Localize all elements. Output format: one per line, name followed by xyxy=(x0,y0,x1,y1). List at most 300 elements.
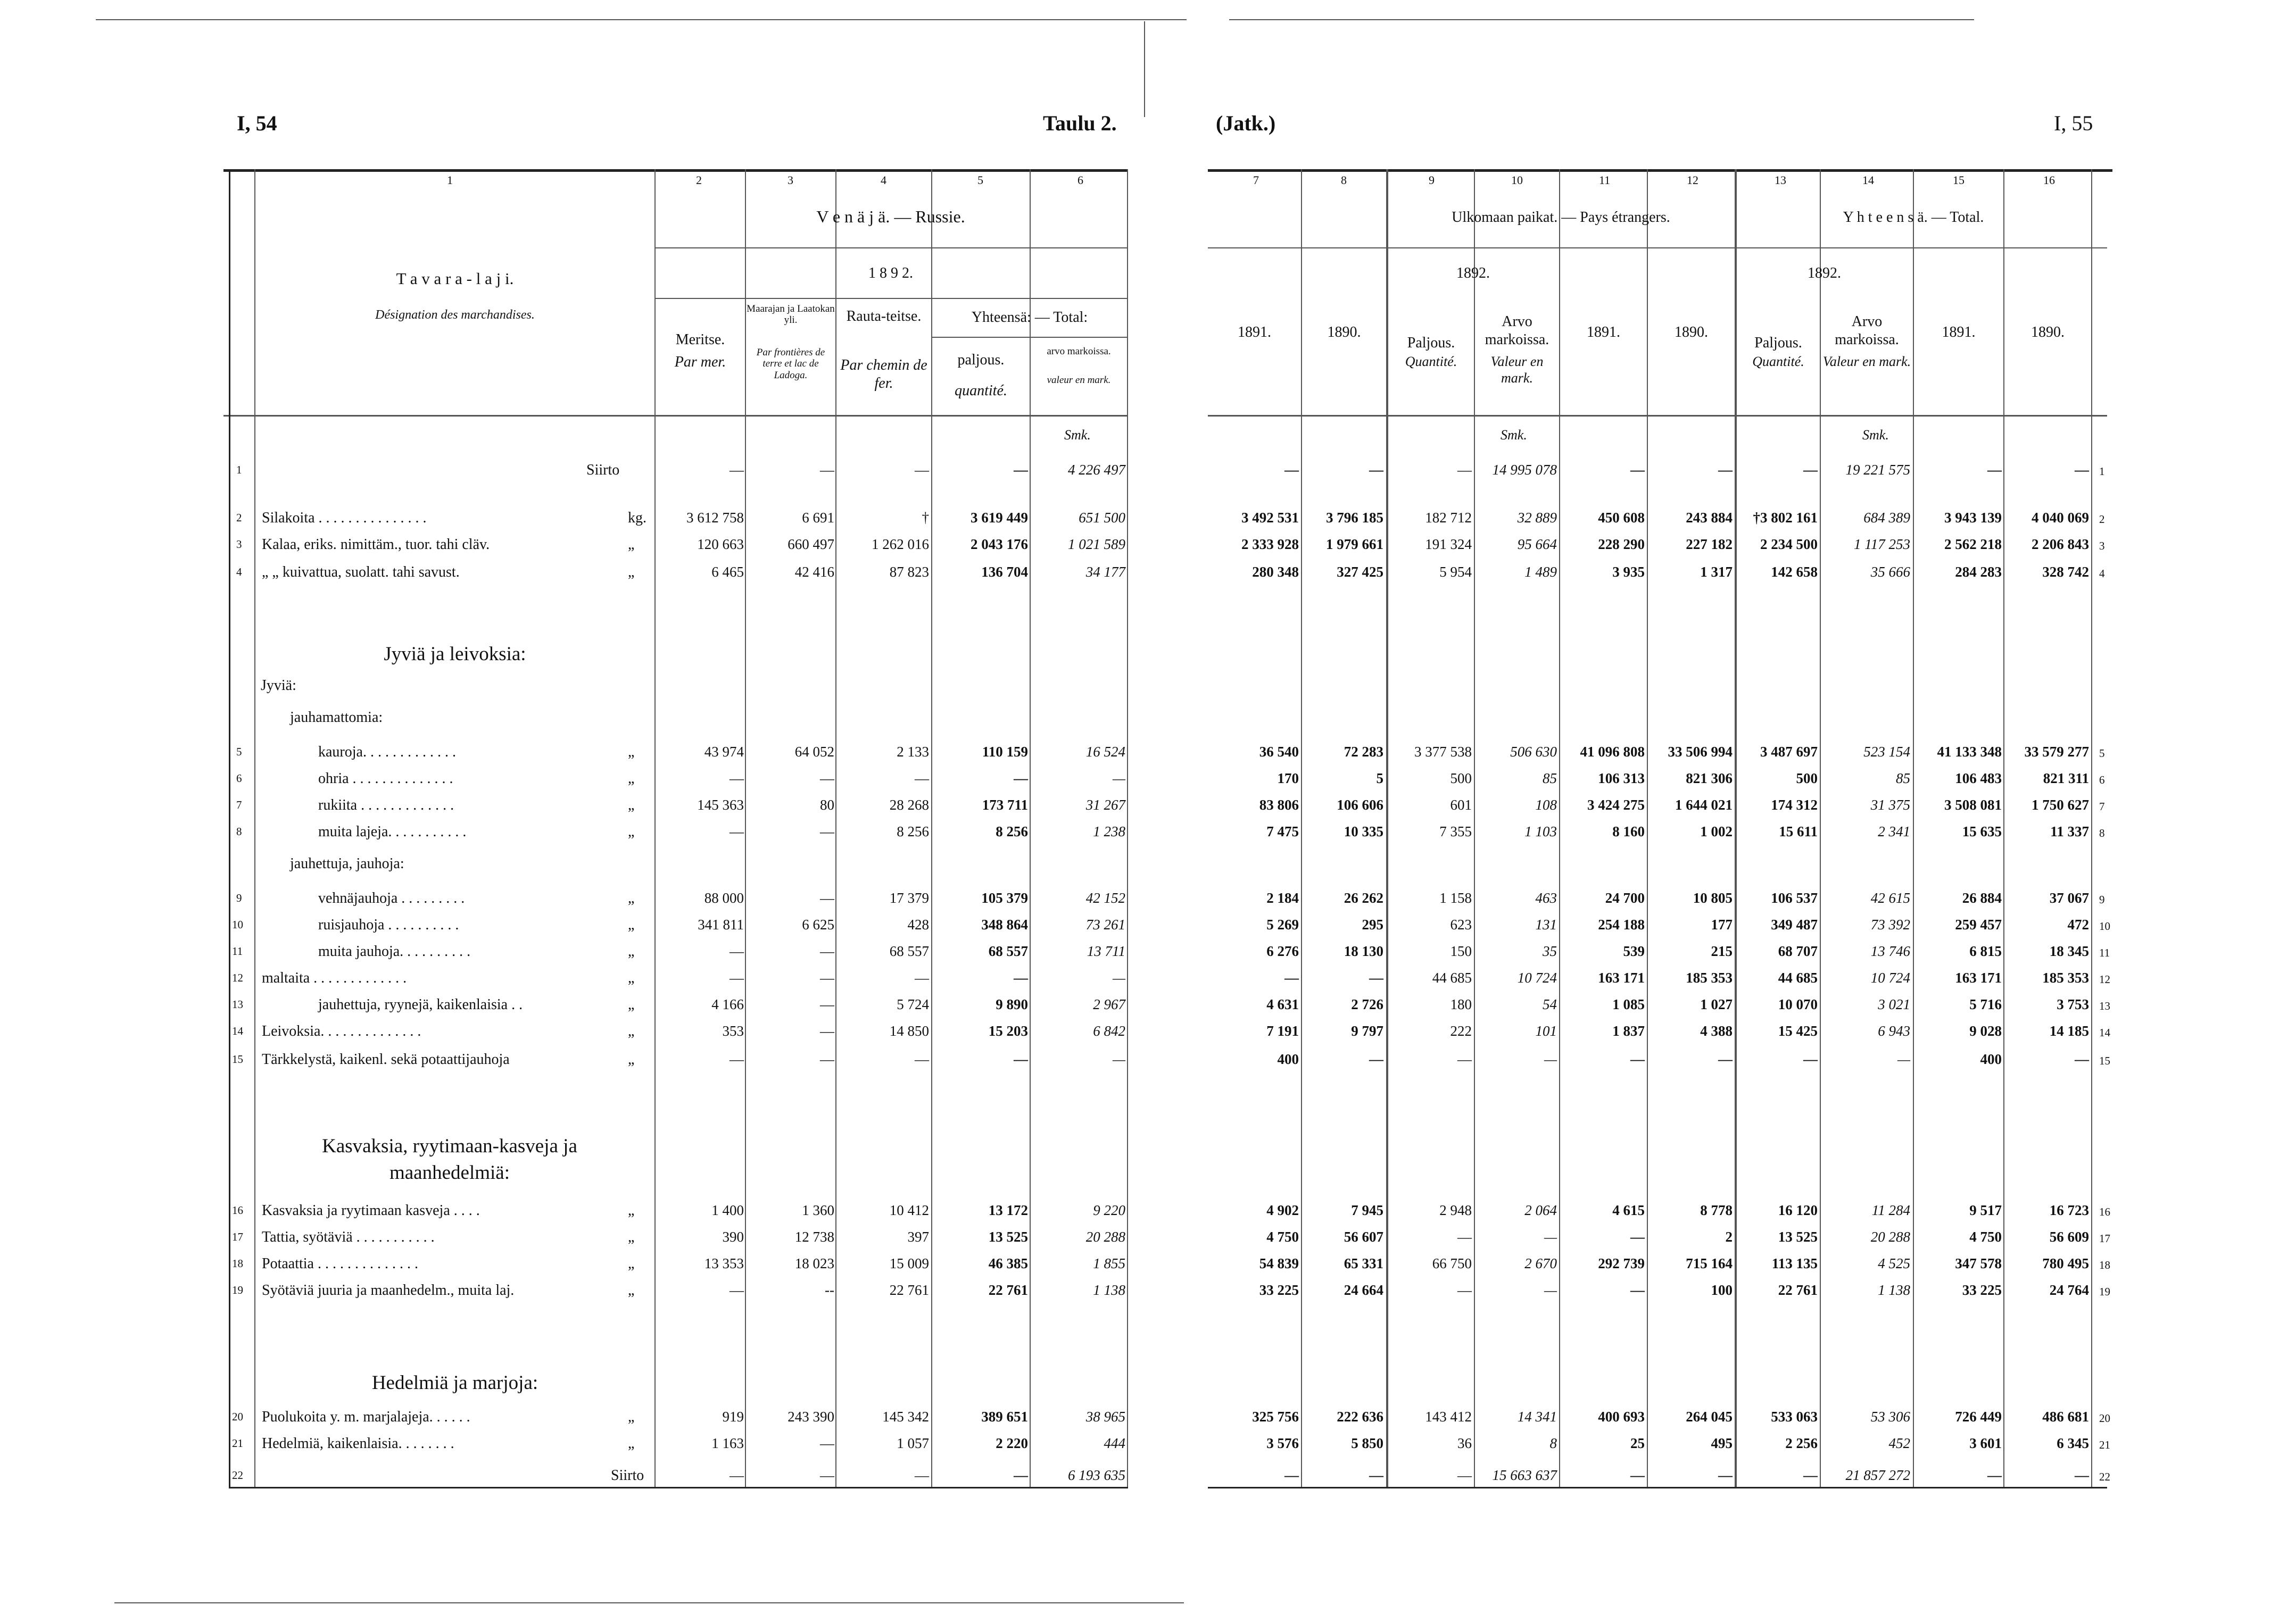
cell-c6: 13 711 xyxy=(1087,943,1125,959)
cell-c8: 10 335 xyxy=(1344,824,1383,839)
cell-c12: 10 805 xyxy=(1693,890,1733,906)
cell-c7: 280 348 xyxy=(1252,564,1299,580)
row-unit: „ xyxy=(628,917,635,933)
cell-c16: 328 742 xyxy=(2042,564,2089,580)
year-1890-a: 1890. xyxy=(1327,324,1361,340)
cell-c15: 33 225 xyxy=(1962,1282,2002,1298)
cell-c16: 1 750 627 xyxy=(2032,797,2089,813)
left-border xyxy=(229,169,230,1488)
row-unit: „ xyxy=(628,744,635,760)
row-label: maltaita . . . . . . . . . . . . . xyxy=(262,970,407,986)
cell-c4: 145 342 xyxy=(882,1409,929,1425)
cell-c3: 660 497 xyxy=(788,536,834,552)
row-label: Leivoksia. . . . . . . . . . . . . . xyxy=(262,1023,421,1039)
cell-c14: 684 389 xyxy=(1863,510,1910,526)
row-number-left: 7 xyxy=(236,798,242,811)
row-label: Silakoita . . . . . . . . . . . . . . . xyxy=(262,510,427,526)
cell-c8: 222 636 xyxy=(1337,1409,1383,1425)
row-unit: „ xyxy=(628,890,635,906)
cell-c6: 42 152 xyxy=(1085,890,1125,906)
cell-c13: †3 802 161 xyxy=(1753,510,1818,526)
row-label: ohria . . . . . . . . . . . . . . xyxy=(318,770,453,787)
cell-c11: — xyxy=(1630,1282,1645,1298)
cell-c15: 41 133 348 xyxy=(1937,744,2002,760)
foreign-qty-fr: Quantité. xyxy=(1405,354,1457,369)
cell-c9: 143 412 xyxy=(1425,1409,1472,1425)
cell-c7: — xyxy=(1284,462,1299,478)
cell-c3: — xyxy=(820,1023,834,1039)
cell-c16: 56 609 xyxy=(2049,1229,2089,1245)
row-unit: „ xyxy=(628,1023,635,1039)
row-label: muita lajeja. . . . . . . . . . . xyxy=(318,824,467,840)
left-header-bottom-rule xyxy=(223,415,1128,417)
row-unit: „ xyxy=(628,1255,635,1272)
row-label: Tattia, syötäviä . . . . . . . . . . . xyxy=(262,1229,435,1245)
cell-c2: 4 166 xyxy=(711,996,744,1012)
total-qty-fr: Quantité. xyxy=(1752,354,1804,369)
cell-c11: 1 085 xyxy=(1612,996,1645,1012)
cell-c9: 191 324 xyxy=(1425,536,1472,552)
row-number-right: 14 xyxy=(2099,1026,2110,1039)
currency-mark-total: Smk. xyxy=(1862,427,1889,443)
cell-c16: 486 681 xyxy=(2042,1409,2089,1425)
cell-c12: 1 002 xyxy=(1700,824,1733,839)
cell-c2: 6 465 xyxy=(711,564,744,580)
row-label: Kasvaksia ja ryytimaan kasveja . . . . xyxy=(262,1202,480,1219)
colnum-3: 3 xyxy=(788,173,793,187)
col-divider-5 xyxy=(1030,169,1031,1488)
colnum-9: 9 xyxy=(1429,173,1435,187)
row-unit: kg. xyxy=(628,510,646,526)
row-number-left: 19 xyxy=(232,1284,243,1296)
cell-c8: 24 664 xyxy=(1344,1282,1383,1298)
sea-heading-fr: Par mer. xyxy=(674,354,726,370)
row-number-left: 4 xyxy=(236,565,242,578)
cell-c2: 88 000 xyxy=(704,890,744,906)
cell-c13: 44 685 xyxy=(1778,970,1818,986)
cell-c5: 348 864 xyxy=(981,917,1028,933)
cell-c13: 106 537 xyxy=(1771,890,1818,906)
cell-c3: — xyxy=(820,462,834,478)
cell-c16: 6 345 xyxy=(2057,1435,2089,1451)
rail-heading: Rauta-teitse. xyxy=(846,308,922,325)
cell-c12: 495 xyxy=(1711,1435,1733,1451)
right-header-bottom-rule xyxy=(1208,415,2107,417)
row-unit: „ xyxy=(628,797,635,813)
cell-c2: 13 353 xyxy=(704,1255,744,1271)
row-number-left: 6 xyxy=(236,772,242,785)
cell-c10: 95 664 xyxy=(1517,536,1557,552)
cell-c3: 6 691 xyxy=(802,510,834,526)
col-divider-6 xyxy=(1127,169,1128,1488)
cell-c12: 215 xyxy=(1711,943,1733,959)
year-1892-left: 1 8 9 2. xyxy=(868,265,913,281)
colnum-10: 10 xyxy=(1511,173,1523,187)
cell-c13: 533 063 xyxy=(1771,1409,1818,1425)
cell-c5: 105 379 xyxy=(981,890,1028,906)
cell-c11: — xyxy=(1630,1467,1645,1483)
cell-c14: 73 392 xyxy=(1870,917,1910,933)
right-bottom-rule xyxy=(1208,1487,2107,1488)
cell-c11: 3 935 xyxy=(1612,564,1645,580)
cell-c10: 101 xyxy=(1535,1023,1557,1039)
cell-c4: 428 xyxy=(907,917,929,933)
cell-c6: 9 220 xyxy=(1093,1202,1125,1218)
row-number-left: 22 xyxy=(232,1469,243,1482)
row-number-left: 16 xyxy=(232,1204,243,1217)
cell-c12: 243 884 xyxy=(1686,510,1733,526)
year-1892-foreign: 1892. xyxy=(1456,265,1490,281)
cell-c14: — xyxy=(1897,1051,1910,1067)
cell-c7: 7 191 xyxy=(1266,1023,1299,1039)
cell-c4: 8 256 xyxy=(897,824,929,839)
cell-c9: 150 xyxy=(1450,943,1472,959)
cell-c13: 349 487 xyxy=(1771,917,1818,933)
row-unit: „ xyxy=(628,970,635,986)
cell-c2: 341 811 xyxy=(698,917,744,933)
row-label: jauhettuja, ryynejä, kaikenlaisia . . xyxy=(318,996,523,1013)
cell-c5: — xyxy=(1014,770,1028,786)
cell-c5: 68 557 xyxy=(988,943,1028,959)
cell-c5: 389 651 xyxy=(981,1409,1028,1425)
cell-c10: 1 103 xyxy=(1524,824,1557,839)
cell-c2: — xyxy=(730,1282,744,1298)
cell-c13: 113 135 xyxy=(1771,1255,1818,1271)
top-rule-right xyxy=(1229,19,1974,20)
cell-c10: — xyxy=(1544,1282,1557,1298)
year-1891-c: 1891. xyxy=(1942,324,1976,340)
cell-c5: 46 385 xyxy=(988,1255,1028,1271)
cell-c3: — xyxy=(820,943,834,959)
cell-c16: 2 206 843 xyxy=(2032,536,2089,552)
cell-c11: 254 188 xyxy=(1598,917,1645,933)
cell-c6: 444 xyxy=(1104,1435,1125,1451)
cell-c9: — xyxy=(1457,462,1472,478)
cell-c8: 72 283 xyxy=(1344,744,1383,760)
year-1891-b: 1891. xyxy=(1587,324,1620,340)
cell-c10: 2 064 xyxy=(1524,1202,1557,1218)
cell-c11: 8 160 xyxy=(1612,824,1645,839)
cell-c16: 18 345 xyxy=(2049,943,2089,959)
row-number-right: 1 xyxy=(2099,465,2105,478)
year-1890-b: 1890. xyxy=(1675,324,1708,340)
cell-c9: 5 954 xyxy=(1439,564,1472,580)
cell-c10: 1 489 xyxy=(1524,564,1557,580)
cell-c5: 15 203 xyxy=(988,1023,1028,1039)
cell-c12: 33 506 994 xyxy=(1668,744,1733,760)
row-number-left: 13 xyxy=(232,998,243,1011)
cell-c12: 821 306 xyxy=(1686,770,1733,786)
colnum-4: 4 xyxy=(881,173,886,187)
left-table-top-rule xyxy=(223,169,1128,172)
total-value-fr: Valeur en mark. xyxy=(1822,354,1911,369)
cell-c8: 56 607 xyxy=(1344,1229,1383,1245)
cell-c14: 42 615 xyxy=(1870,890,1910,906)
cell-c8: 5 850 xyxy=(1351,1435,1383,1451)
cell-c16: 821 311 xyxy=(2043,770,2089,786)
colnum-16: 16 xyxy=(2043,173,2055,187)
r-col-divider-a xyxy=(1301,169,1302,1488)
cell-c14: 10 724 xyxy=(1870,970,1910,986)
row-label: Siirto xyxy=(586,462,620,478)
qty-heading-fr: quantité. xyxy=(955,382,1007,399)
cell-c5: 13 172 xyxy=(988,1202,1028,1218)
r-heading-rule xyxy=(1208,247,2107,248)
cell-c10: 85 xyxy=(1543,770,1557,786)
cell-c14: 2 341 xyxy=(1878,824,1910,839)
row-number-left: 10 xyxy=(232,918,243,931)
cell-c5: 3 619 449 xyxy=(971,510,1028,526)
cell-c4: 10 412 xyxy=(889,1202,929,1218)
cell-c5: — xyxy=(1014,970,1028,986)
cell-c4: — xyxy=(915,1467,929,1483)
row-unit: „ xyxy=(628,1229,635,1245)
cell-c12: 715 164 xyxy=(1686,1255,1733,1271)
cell-c6: 16 524 xyxy=(1085,744,1125,760)
cell-c4: 87 823 xyxy=(889,564,929,580)
cell-c11: 1 837 xyxy=(1612,1023,1645,1039)
row-number-left: 2 xyxy=(236,511,242,524)
cell-c9: — xyxy=(1457,1229,1472,1245)
row-number-right: 17 xyxy=(2099,1232,2110,1245)
cell-c6: 1 238 xyxy=(1093,824,1125,839)
cell-c2: 390 xyxy=(722,1229,744,1245)
cell-c11: 400 693 xyxy=(1598,1409,1645,1425)
cell-c15: 4 750 xyxy=(1969,1229,2002,1245)
cell-c14: 31 375 xyxy=(1870,797,1910,813)
cell-c13: 15 611 xyxy=(1779,824,1818,839)
cell-c3: 18 023 xyxy=(794,1255,834,1271)
cell-c3: — xyxy=(820,970,834,986)
cell-c12: 227 182 xyxy=(1686,536,1733,552)
cell-c10: 14 995 078 xyxy=(1492,462,1557,478)
cell-c8: 106 606 xyxy=(1337,797,1383,813)
cell-c7: 4 902 xyxy=(1266,1202,1299,1218)
cell-c15: 259 457 xyxy=(1955,917,2002,933)
cell-c2: — xyxy=(730,462,744,478)
cell-c3: 64 052 xyxy=(794,744,834,760)
cell-c13: — xyxy=(1803,462,1818,478)
cell-c10: 108 xyxy=(1535,797,1557,813)
cell-c11: 106 313 xyxy=(1598,770,1645,786)
total-heading-rule xyxy=(931,337,1127,338)
cell-c7: 325 756 xyxy=(1252,1409,1299,1425)
table-title: Taulu 2. xyxy=(1043,111,1117,135)
section-fruit: Hedelmiä ja marjoja: xyxy=(371,1372,538,1394)
land-heading: Maarajan ja Laatokan yli. xyxy=(747,303,835,326)
cell-c10: 8 xyxy=(1549,1435,1557,1451)
cell-c4: — xyxy=(915,462,929,478)
cell-c14: 19 221 575 xyxy=(1845,462,1910,478)
total-value: Arvo markoissa. xyxy=(1835,313,1899,348)
cell-c5: 110 159 xyxy=(982,744,1028,760)
cell-c9: 36 xyxy=(1457,1435,1472,1451)
cell-c9: 180 xyxy=(1450,996,1472,1012)
row-number-right: 9 xyxy=(2099,893,2105,906)
row-number-left: 9 xyxy=(236,892,242,904)
cell-c4: 397 xyxy=(907,1229,929,1245)
cell-c15: 400 xyxy=(1980,1051,2002,1067)
cell-c13: 2 256 xyxy=(1785,1435,1818,1451)
cell-c12: — xyxy=(1718,462,1733,478)
cell-c16: 185 353 xyxy=(2042,970,2089,986)
cell-c9: 623 xyxy=(1450,917,1472,933)
cell-c12: — xyxy=(1718,1051,1733,1067)
cell-c4: 5 724 xyxy=(897,996,929,1012)
cell-c3: — xyxy=(820,890,834,906)
cell-c8: 18 130 xyxy=(1344,943,1383,959)
top-rule-left xyxy=(96,19,1187,20)
cell-c11: — xyxy=(1630,462,1645,478)
cell-c15: 9 517 xyxy=(1969,1202,2002,1218)
cell-c4: † xyxy=(922,510,929,526)
cell-c12: 1 027 xyxy=(1700,996,1733,1012)
land-heading-fr: Par frontières de terre et lac de Ladoga. xyxy=(756,347,825,381)
cell-c15: 2 562 218 xyxy=(1944,536,2002,552)
cell-c10: 10 724 xyxy=(1517,970,1557,986)
row-number-left: 15 xyxy=(232,1053,243,1066)
cell-c16: 16 723 xyxy=(2049,1202,2089,1218)
row-number-right: 3 xyxy=(2099,539,2105,552)
cell-c7: 170 xyxy=(1277,770,1299,786)
r-col-divider-e xyxy=(1647,169,1648,1488)
colnum-11: 11 xyxy=(1599,173,1611,187)
cell-c7: 4 631 xyxy=(1266,996,1299,1012)
cell-c13: 2 234 500 xyxy=(1760,536,1818,552)
row-number-right: 18 xyxy=(2099,1259,2110,1271)
cell-c15: 6 815 xyxy=(1969,943,2002,959)
row-number-right: 15 xyxy=(2099,1054,2110,1067)
cell-c13: 174 312 xyxy=(1771,797,1818,813)
cell-c7: 6 276 xyxy=(1266,943,1299,959)
cell-c8: 1 979 661 xyxy=(1326,536,1383,552)
foreign-value-fr: Valeur en mark. xyxy=(1490,354,1544,386)
row-label: Puolukoita y. m. marjalajeja. . . . . . xyxy=(262,1409,470,1425)
cell-c4: — xyxy=(915,770,929,786)
cell-c13: 142 658 xyxy=(1771,564,1818,580)
value-heading-fr: valeur en mark. xyxy=(1047,375,1111,386)
cell-c13: 68 707 xyxy=(1778,943,1818,959)
cell-c8: 295 xyxy=(1362,917,1383,933)
cell-c11: 25 xyxy=(1630,1435,1645,1451)
cell-c16: 11 337 xyxy=(2050,824,2089,839)
cell-c3: — xyxy=(820,1435,834,1451)
cell-c3: -- xyxy=(825,1282,834,1298)
cell-c5: 2 043 176 xyxy=(971,536,1028,552)
row-number-right: 13 xyxy=(2099,1000,2110,1012)
cell-c5: — xyxy=(1014,1051,1028,1067)
cell-c11: — xyxy=(1630,1229,1645,1245)
row-label: Hedelmiä, kaikenlaisia. . . . . . . . xyxy=(262,1435,454,1452)
row-unit: „ xyxy=(628,770,635,787)
cell-c14: 523 154 xyxy=(1863,744,1910,760)
cell-c2: — xyxy=(730,970,744,986)
colnum-8: 8 xyxy=(1341,173,1347,187)
colnum-7: 7 xyxy=(1253,173,1259,187)
cell-c10: 35 xyxy=(1543,943,1557,959)
cell-c7: 2 333 928 xyxy=(1241,536,1299,552)
cell-c5: 8 256 xyxy=(996,824,1028,839)
cell-c2: 43 974 xyxy=(704,744,744,760)
cell-c9: 2 948 xyxy=(1439,1202,1472,1218)
cell-c7: 3 492 531 xyxy=(1241,510,1299,526)
cell-c3: — xyxy=(820,770,834,786)
cell-c12: 177 xyxy=(1711,917,1733,933)
row-label: kauroja. . . . . . . . . . . . . xyxy=(318,744,456,760)
cell-c15: 347 578 xyxy=(1955,1255,2002,1271)
cell-c12: 4 388 xyxy=(1700,1023,1733,1039)
cell-c10: 506 630 xyxy=(1510,744,1557,760)
cell-c6: 2 967 xyxy=(1093,996,1125,1012)
row-number-right: 7 xyxy=(2099,800,2105,813)
cell-c2: — xyxy=(730,1051,744,1067)
cell-c12: 264 045 xyxy=(1686,1409,1733,1425)
row-label: muita jauhoja. . . . . . . . . . xyxy=(318,943,471,960)
cell-c7: — xyxy=(1284,1467,1299,1483)
cell-c2: — xyxy=(730,1467,744,1483)
cell-c7: — xyxy=(1284,970,1299,986)
cell-c5: 2 220 xyxy=(996,1435,1028,1451)
cell-c14: 6 943 xyxy=(1878,1023,1910,1039)
left-bottom-rule xyxy=(229,1487,1128,1488)
row-label: vehnäjauhoja . . . . . . . . . xyxy=(318,890,465,906)
cell-c11: 228 290 xyxy=(1598,536,1645,552)
cell-c11: — xyxy=(1630,1051,1645,1067)
row-label: Syötäviä juuria ja maanhedelm., muita laj. xyxy=(262,1282,515,1299)
cell-c16: 14 185 xyxy=(2049,1023,2089,1039)
cell-c6: 6 193 635 xyxy=(1068,1467,1125,1483)
cell-c9: 601 xyxy=(1450,797,1472,813)
right-table-top-rule xyxy=(1208,169,2112,172)
colnum-5: 5 xyxy=(977,173,983,187)
cell-c4: 68 557 xyxy=(889,943,929,959)
bottom-rule xyxy=(114,1602,1184,1603)
cell-c9: 1 158 xyxy=(1439,890,1472,906)
cell-c15: 726 449 xyxy=(1955,1409,2002,1425)
cell-c5: 13 525 xyxy=(988,1229,1028,1245)
cell-c3: — xyxy=(820,996,834,1012)
row-number-left: 20 xyxy=(232,1410,243,1423)
cell-c12: 1 317 xyxy=(1700,564,1733,580)
cell-c5: 9 890 xyxy=(996,996,1028,1012)
cell-c13: — xyxy=(1803,1051,1818,1067)
cell-c16: 472 xyxy=(2067,917,2089,933)
row-label: Tärkkelystä, kaikenl. sekä potaattijauhoja xyxy=(262,1051,510,1068)
foreign-qty: Paljous. xyxy=(1407,335,1455,351)
row-number-right: 19 xyxy=(2099,1285,2110,1298)
r-col-divider-h xyxy=(1913,169,1914,1488)
row-number-left: 5 xyxy=(236,745,242,758)
cell-c11: 450 608 xyxy=(1598,510,1645,526)
cell-c15: 163 171 xyxy=(1955,970,2002,986)
cell-c7: 3 576 xyxy=(1266,1435,1299,1451)
section-grains-sub: Jyviä: xyxy=(261,677,296,694)
row-number-right: 10 xyxy=(2099,920,2110,933)
row-number-right: 21 xyxy=(2099,1438,2110,1451)
row-unit: „ xyxy=(628,1202,635,1219)
section-ground: jauhettuja, jauhoja: xyxy=(290,855,404,872)
cell-c12: 8 778 xyxy=(1700,1202,1733,1218)
cell-c15: 284 283 xyxy=(1955,564,2002,580)
total-heading: Yhteensä: — Total: xyxy=(971,309,1088,326)
r-col-divider-i xyxy=(2003,169,2004,1488)
cell-c2: 1 400 xyxy=(711,1202,744,1218)
cell-c7: 2 184 xyxy=(1266,890,1299,906)
total-qty: Paljous. xyxy=(1754,335,1802,351)
cell-c7: 5 269 xyxy=(1266,917,1299,933)
cell-c16: 24 764 xyxy=(2049,1282,2089,1298)
row-label: Kalaa, eriks. nimittäm., tuor. tahi cläv. xyxy=(262,536,490,553)
